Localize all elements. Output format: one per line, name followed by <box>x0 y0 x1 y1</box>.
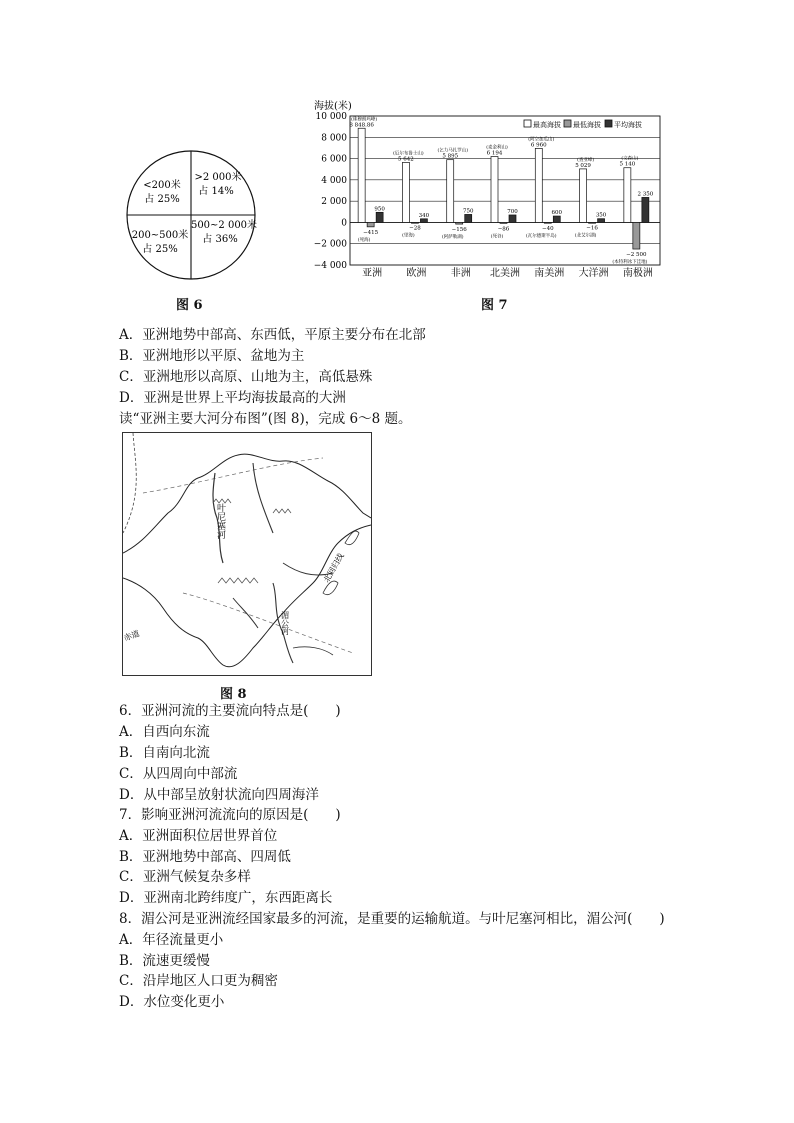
x-category-label: 非洲 <box>450 268 471 279</box>
legend-swatch-avg <box>605 120 612 127</box>
data-label: 5 895 <box>442 153 459 160</box>
question-6-stem: 6．亚洲河流的主要流向特点是( ) <box>119 703 341 719</box>
option-c[interactable]: C．亚洲地形以高原、山地为主，高低悬殊 <box>119 369 373 385</box>
fig7-bar-chart <box>300 96 670 286</box>
bar-max <box>447 160 454 223</box>
data-label: 700 <box>507 208 518 215</box>
fig7-ylabel: 海拔(米) <box>314 101 352 112</box>
q6-option-a[interactable]: A．自西向东流 <box>119 724 210 740</box>
data-label: 6 960 <box>530 142 547 149</box>
data-label: 5 140 <box>619 161 636 168</box>
label-mekong: 湄公河 <box>280 611 290 635</box>
fig7-caption: 图 7 <box>481 298 508 313</box>
boundary-line <box>123 433 136 533</box>
bar-min <box>367 222 374 226</box>
y-tick-label: −2 000 <box>313 239 347 250</box>
slice-value: 占 14% <box>198 186 234 197</box>
bar-min <box>500 222 507 223</box>
island <box>323 581 338 595</box>
bar-max <box>580 169 587 223</box>
legend-label: 最低海拔 <box>573 121 601 129</box>
slice-label: 500~2 000米 <box>190 220 258 231</box>
peak-name: (文森山) <box>621 156 639 162</box>
data-label: 950 <box>374 206 385 213</box>
bar-min <box>589 222 596 223</box>
data-label: 340 <box>418 212 430 219</box>
q7-option-c[interactable]: C．亚洲气候复杂多样 <box>119 869 251 885</box>
legend-swatch-max <box>524 120 531 127</box>
asia-map-drawing <box>123 433 371 675</box>
q6-option-c[interactable]: C．从四周向中部流 <box>119 766 238 782</box>
bar-avg <box>465 214 472 222</box>
option-a[interactable]: A．亚洲地势中部高、东西低，平原主要分布在北部 <box>119 327 426 343</box>
data-label: −28 <box>409 225 421 232</box>
question-8-stem: 8．湄公河是亚洲流经国家最多的河流，是重要的运输航道。与叶尼塞河相比，湄公河( ) <box>119 911 665 927</box>
peak-name: (阿空加瓜山) <box>528 137 555 143</box>
bar-max <box>624 168 631 223</box>
q8-option-c[interactable]: C．沿岸地区人口更为稠密 <box>119 973 278 989</box>
slice-label: >2 000米 <box>194 172 242 183</box>
y-tick-label: 8 000 <box>321 133 347 144</box>
label-yenisei: 叶尼塞河 <box>215 503 225 539</box>
q7-option-d[interactable]: D．亚洲南北跨纬度广，东西距离长 <box>119 890 333 906</box>
lena-river <box>253 463 273 533</box>
peak-name: (麦金利山) <box>486 145 508 151</box>
q8-option-d[interactable]: D．水位变化更小 <box>119 994 225 1010</box>
bar-avg <box>553 216 560 222</box>
y-tick-label: −4 000 <box>313 261 347 271</box>
peak-name: (厄尔布鲁士山) <box>393 151 424 157</box>
fig6-pie-chart <box>120 148 260 283</box>
slice-label: 200~500米 <box>131 230 189 241</box>
mountains <box>273 509 291 513</box>
label-tropic: 北回归线 <box>321 551 346 584</box>
bar-avg <box>642 197 649 222</box>
x-category-label: 大洋洲 <box>578 268 609 279</box>
y-tick-label: 4 000 <box>321 175 347 186</box>
x-category-label: 南美洲 <box>534 268 565 279</box>
data-label: −40 <box>541 225 554 232</box>
fig6-caption: 图 6 <box>176 298 203 313</box>
legend-label: 平均海拔 <box>614 121 642 129</box>
low-name: (死海) <box>357 237 371 243</box>
tropic-line <box>183 593 353 653</box>
q8-option-b[interactable]: B．流速更缓慢 <box>119 953 210 969</box>
plot-frame <box>350 116 660 265</box>
option-d[interactable]: D．亚洲是世界上平均海拔最高的大洲 <box>119 390 346 406</box>
label-equator: 赤道 <box>123 628 141 643</box>
data-label: 6 194 <box>486 150 503 157</box>
fig7-legend <box>524 120 642 129</box>
q6-option-b[interactable]: B．自南向北流 <box>119 745 210 761</box>
bar-max <box>491 157 498 223</box>
y-tick-label: 10 000 <box>315 112 347 122</box>
data-label: −86 <box>497 226 510 233</box>
data-label: −415 <box>363 229 379 236</box>
slice-value: 占 25% <box>144 194 180 205</box>
fig8-caption: 图 8 <box>220 687 247 702</box>
x-category-label: 亚洲 <box>362 268 383 279</box>
bar-avg <box>376 212 383 222</box>
data-label: 5 029 <box>575 162 591 169</box>
slice-value: 占 36% <box>202 234 238 245</box>
low-name: (阿萨勒湖) <box>441 235 464 241</box>
bar-min <box>544 222 551 223</box>
bar-max <box>535 148 542 222</box>
himalaya-mountains <box>218 578 258 583</box>
x-category-label: 欧洲 <box>406 268 427 279</box>
x-category-label: 北美洲 <box>490 268 520 279</box>
y-tick-label: 0 <box>341 218 347 229</box>
peak-name: (珠穆朗玛峰) <box>351 117 378 123</box>
data-label: 600 <box>551 210 563 217</box>
y-tick-label: 6 000 <box>321 154 347 165</box>
slice-value: 占 25% <box>142 244 178 255</box>
data-label: −16 <box>586 225 598 232</box>
north-coastline <box>123 454 371 553</box>
low-name: (北艾尔湖) <box>574 233 597 239</box>
low-name: (死谷) <box>490 234 504 240</box>
q6-option-d[interactable]: D．从中部呈放射状流向四周海洋 <box>119 787 319 803</box>
option-b[interactable]: B．亚洲地形以平原、盆地为主 <box>119 348 305 364</box>
bar-avg <box>598 219 605 223</box>
bar-avg <box>509 215 516 222</box>
data-label: 8 848.86 <box>349 122 374 129</box>
island <box>345 531 359 545</box>
slice-label: <200米 <box>143 180 181 191</box>
bar-avg <box>420 219 427 223</box>
south-coastline <box>123 525 371 667</box>
q7-option-a[interactable]: A．亚洲面积位居世界首位 <box>119 828 278 844</box>
bar-min <box>456 222 463 224</box>
bar-max <box>402 162 409 222</box>
reading-intro: 读“亚洲主要大河分布图”(图 8)，完成 6～8 题。 <box>119 411 412 427</box>
fig8-map <box>122 432 372 676</box>
x-category-label: 南极洲 <box>622 268 653 279</box>
bar-max <box>358 128 365 222</box>
bar-min <box>633 222 640 249</box>
bar-min <box>411 222 418 223</box>
low-name: (本特利冰下洼地) <box>612 260 648 266</box>
question-7-stem: 7．影响亚洲河流流向的原因是( ) <box>119 807 341 823</box>
data-label: −156 <box>451 227 467 234</box>
legend-label: 最高海拔 <box>533 121 561 129</box>
data-label: 750 <box>462 208 474 215</box>
peak-name: (查亚峰) <box>577 157 595 163</box>
q7-option-b[interactable]: B．亚洲地势中部高、四周低 <box>119 849 291 865</box>
y-tick-label: 2 000 <box>321 197 347 208</box>
legend-swatch-min <box>564 120 571 127</box>
island <box>293 647 333 655</box>
data-label: 350 <box>595 212 607 219</box>
peak-name: (乞力马扎罗山) <box>437 148 468 154</box>
low-name: (里海) <box>402 233 415 239</box>
data-label: 5 642 <box>398 156 414 163</box>
low-name: (瓦尔德斯半岛) <box>526 233 557 239</box>
data-label: −2 500 <box>626 252 647 259</box>
data-label: 2 350 <box>637 191 654 198</box>
q8-option-a[interactable]: A．年径流量更小 <box>119 932 224 948</box>
